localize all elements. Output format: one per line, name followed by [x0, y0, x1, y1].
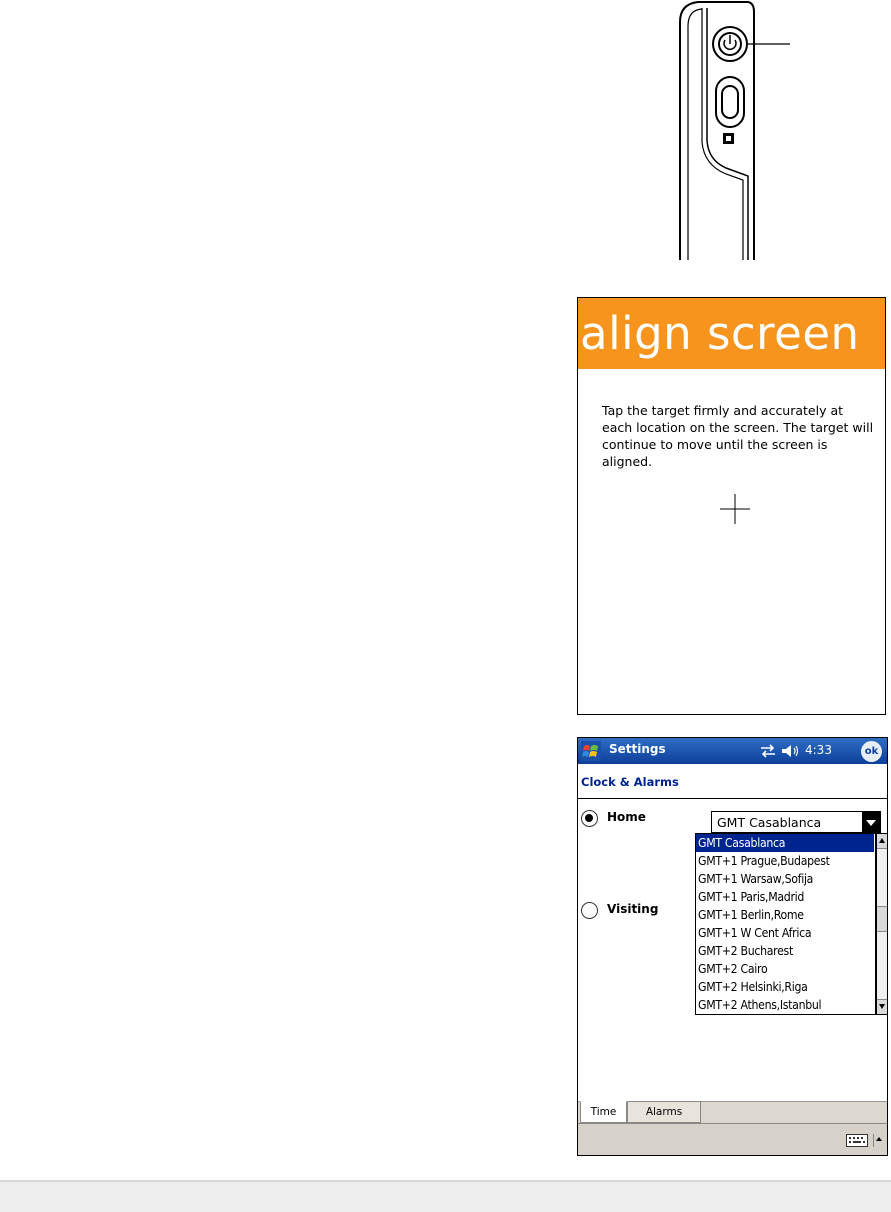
home-radio[interactable] — [581, 810, 598, 827]
app-title: Settings — [609, 742, 666, 756]
speaker-volume-icon[interactable] — [781, 744, 799, 758]
settings-screen — [577, 737, 888, 1156]
timezone-scrollbar[interactable] — [876, 833, 888, 1015]
menu-bar — [578, 1123, 887, 1155]
page-footer-band — [0, 1180, 891, 1212]
device-side-illustration — [670, 0, 810, 260]
home-radio-dot — [585, 814, 593, 822]
home-label[interactable]: Home — [607, 810, 646, 824]
tab-strip — [578, 1101, 887, 1123]
align-screen-title: align screen — [578, 298, 885, 369]
timezone-option[interactable]: GMT+2 Cairo — [698, 962, 768, 976]
visiting-radio[interactable] — [581, 902, 598, 919]
windows-start-icon[interactable] — [581, 741, 601, 761]
crosshair-target-icon[interactable] — [720, 494, 750, 524]
visiting-label[interactable]: Visiting — [607, 902, 659, 916]
ok-button[interactable]: ok — [861, 741, 882, 762]
align-screen-panel — [577, 297, 886, 715]
title-bar — [578, 738, 887, 764]
scroll-thumb[interactable] — [877, 906, 888, 932]
timezone-selected-value: GMT Casablanca — [717, 815, 822, 830]
timezone-option[interactable]: GMT+2 Bucharest — [698, 944, 793, 958]
timezone-option[interactable]: GMT+1 Warsaw,Sofija — [698, 872, 814, 886]
clock-time[interactable]: 4:33 — [805, 743, 832, 757]
input-panel-arrow-icon[interactable] — [873, 1134, 884, 1147]
page-heading — [578, 764, 887, 799]
connectivity-icon[interactable] — [759, 744, 777, 758]
timezone-option[interactable]: GMT Casablanca — [696, 834, 874, 852]
timezone-option[interactable]: GMT+1 Prague,Budapest — [698, 854, 830, 868]
dropdown-arrow-icon[interactable] — [862, 812, 880, 832]
timezone-dropdown[interactable] — [711, 811, 881, 833]
align-instructions-text: Tap the target firmly and accurately at each location on the screen. The target will continue to move until the screen is aligned. — [602, 403, 874, 469]
scroll-down-arrow-icon[interactable] — [877, 999, 888, 1014]
page-heading-text: Clock & Alarms — [581, 775, 679, 789]
power-button-icon — [713, 27, 747, 61]
timezone-option[interactable]: GMT+1 W Cent Africa — [698, 926, 812, 940]
timezone-option[interactable]: GMT+2 Athens,Istanbul — [698, 998, 822, 1012]
timezone-option[interactable]: GMT+1 Paris,Madrid — [698, 890, 805, 904]
timezone-list[interactable] — [695, 833, 876, 1015]
tab-alarms[interactable]: Alarms — [627, 1101, 701, 1123]
camera-button-icon — [716, 77, 744, 144]
keyboard-icon[interactable] — [846, 1134, 868, 1147]
timezone-option[interactable]: GMT+2 Helsinki,Riga — [698, 980, 808, 994]
tab-time[interactable]: Time — [580, 1101, 627, 1123]
scroll-up-arrow-icon[interactable] — [877, 834, 888, 849]
timezone-option[interactable]: GMT+1 Berlin,Rome — [698, 908, 804, 922]
